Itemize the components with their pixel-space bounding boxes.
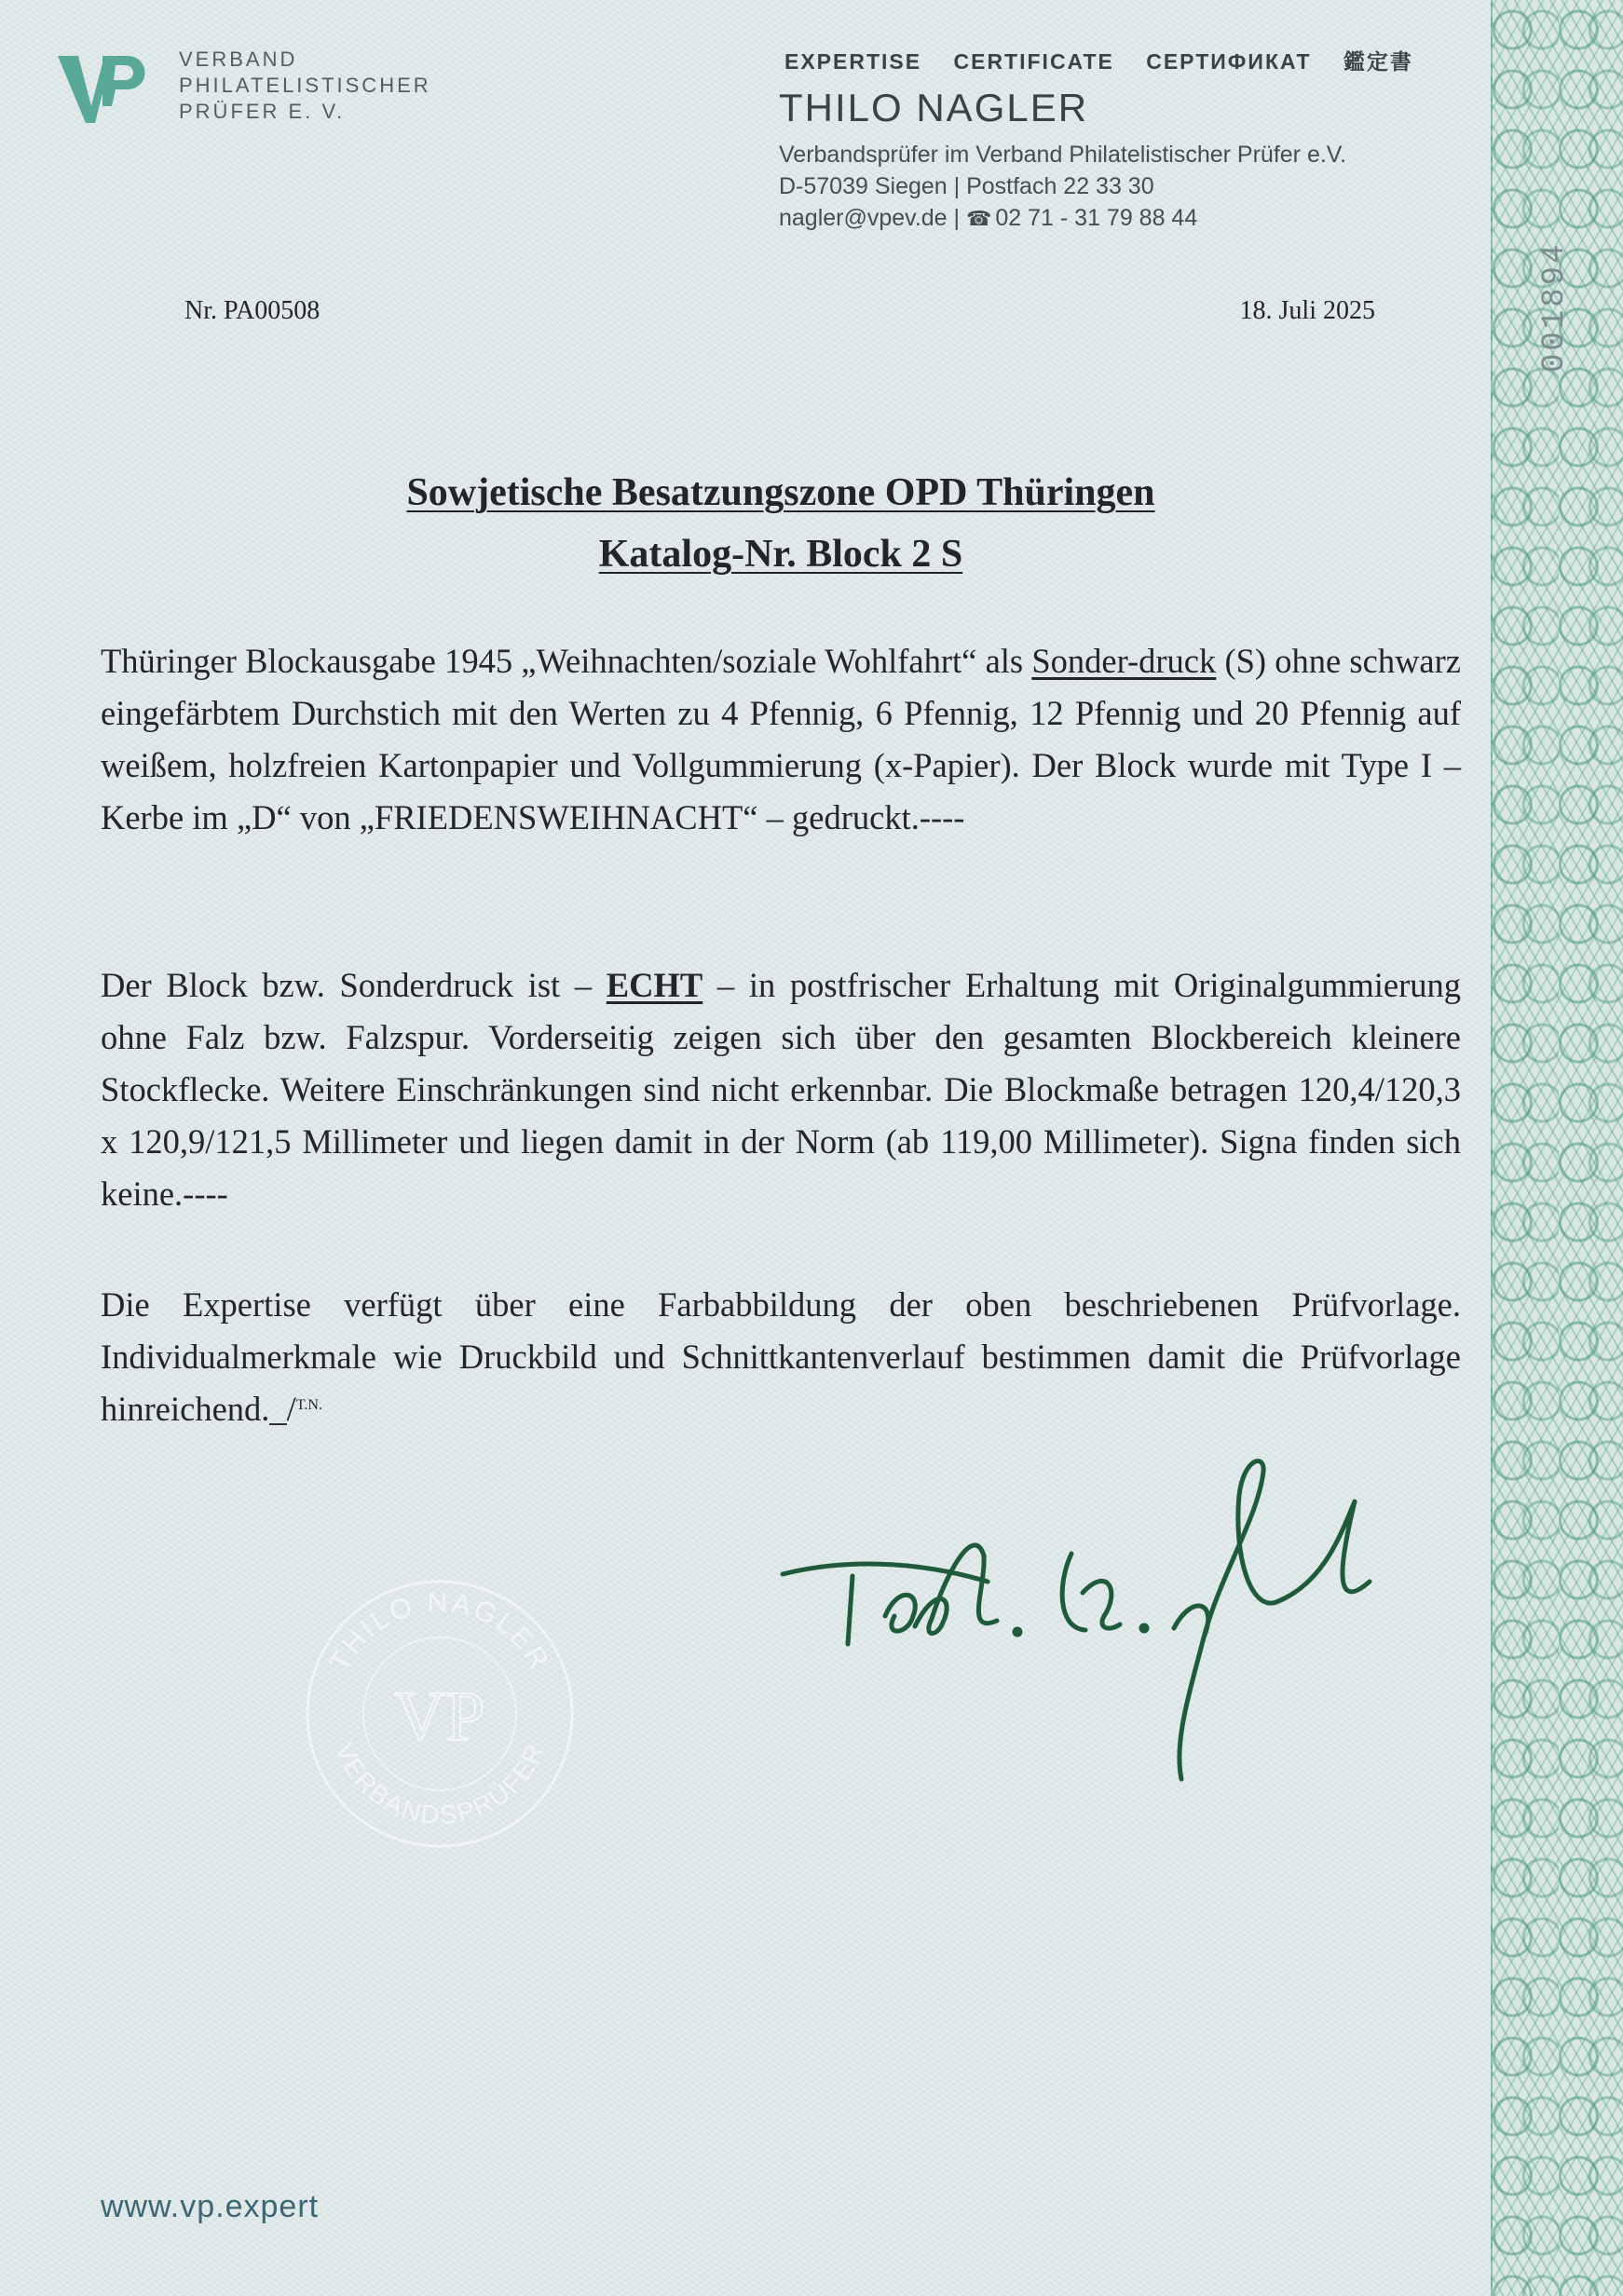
p2-text-a: Der Block bzw. Sonderdruck ist – [101, 966, 607, 1004]
p2-text-c: – in postfrischer Erhaltung mit Originalgummierung ohne Falz bzw. Falzspur. Vorderseitig zeigen sich über den gesamten Blockbereich kleinere Stockflecke. Weitere Einschränkungen sind nicht erkennbar. Die Blockmaße betragen 120,4/120,3 x 120,9/121,5 Millimeter und liegen damit in der Norm (ab 119,00 Millimeter). Signa finden sich keine.---- [101, 966, 1462, 1213]
cert-type-japanese: 鑑定書 [1343, 49, 1413, 74]
cert-type-expertise: EXPERTISE [784, 49, 922, 74]
image-note-paragraph [101, 1279, 1461, 1435]
description-paragraph [101, 635, 1461, 844]
seal-center-text: VP [394, 1678, 485, 1756]
p1-text-a: Thüringer Blockausgabe 1945 „Weihnachten/soziale Wohlfahrt“ als [101, 642, 1032, 680]
svg-text:THILO NAGLER [324, 1587, 556, 1677]
cert-type-certificate: CERTIFICATE [953, 49, 1114, 74]
vp-logo [54, 48, 157, 127]
association-line-3: PRÜFER E. V. [179, 100, 346, 123]
seal-top-text: THILO NAGLER [323, 1586, 556, 1677]
heading-line-1: Sowjetische Besatzungszone OPD Thüringen [406, 471, 1155, 514]
examiner-info [779, 139, 1346, 235]
phone-icon: ☎ [965, 207, 992, 230]
certificate-heading [101, 462, 1461, 585]
examiner-name: THILO NAGLER [779, 86, 1089, 129]
p3-text-a: Die Expertise verfügt über eine Farbabbildung der oben beschriebenen Prüfvorlage. Individualmerkmale wie Druckbild und Schnittkantenverlauf bestimmen damit die Prüfvorlage hinreichend._/ [101, 1285, 1461, 1428]
association-name [179, 47, 431, 125]
examiner-contact [779, 202, 1346, 235]
heading-line-2: Katalog-Nr. Block 2 S [598, 533, 963, 576]
association-line-1: VERBAND [179, 48, 298, 71]
examiner-email[interactable]: nagler@vpev.de | [779, 205, 961, 231]
embossed-seal [300, 1574, 580, 1854]
certificate-types [784, 45, 1438, 75]
logo-p [102, 56, 145, 106]
certificate-date: 18. Juli 2025 [1239, 296, 1375, 325]
p1-sonderdruck: Sonder-druck [1031, 642, 1217, 680]
seal-bottom-text: VERBANDSPRÜFER [329, 1738, 551, 1830]
certificate-number: Nr. PA00508 [184, 296, 321, 325]
cert-type-russian: СЕРТИФИКАТ [1146, 49, 1312, 74]
initials-tn: T.N. [295, 1397, 322, 1413]
p1-text-c: (S) ohne schwarz eingefärbtem Durchstich mit den Werten zu 4 Pfennig, 6 Pfennig, 12 Pfennig und 20 Pfennig auf weißem, holzfreien Kartonpapier und Vollgummierung (x-Papier). Der Block wurde mit Type I – Kerbe im „D“ von „FRIEDENSWEIHNACHT“ – gedruckt.---- [101, 642, 1461, 836]
examiner-address: D-57039 Siegen | Postfach 22 33 30 [779, 173, 1154, 199]
examiner-phone: 02 71 - 31 79 88 44 [995, 205, 1198, 231]
serial-number: 001894 [1537, 241, 1573, 373]
association-line-2: PHILATELISTISCHER [179, 74, 431, 97]
handwritten-signature [773, 1416, 1425, 1788]
verdict-paragraph [101, 959, 1461, 1220]
examiner-title: Verbandsprüfer im Verband Philatelistischer Prüfer e.V. [779, 142, 1347, 168]
verdict-echt: ECHT [606, 966, 703, 1004]
website-link[interactable]: www.vp.expert [101, 2189, 320, 2224]
